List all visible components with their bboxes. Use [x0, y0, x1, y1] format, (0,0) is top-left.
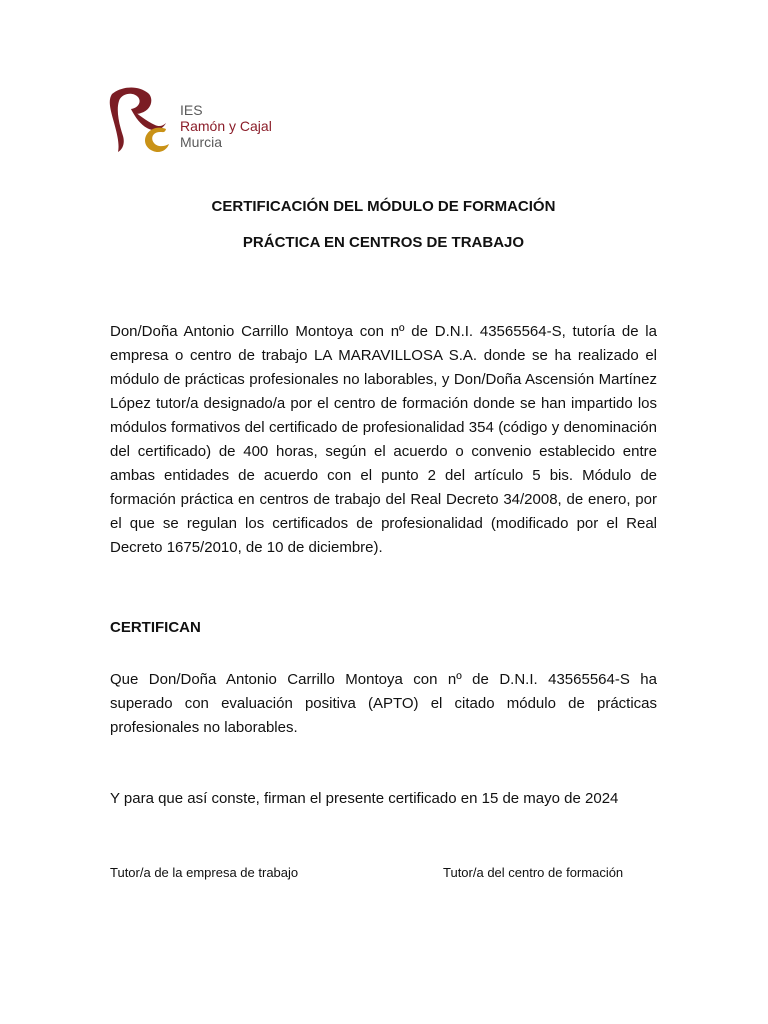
certifican-paragraph: Que Don/Doña Antonio Carrillo Montoya con nº de D.N.I. 43565564-S ha superado con evaluación positiva (APTO) el citado módulo de prácticas profesionales no laborables. [110, 671, 657, 736]
school-logo-mark [108, 86, 170, 154]
school-logo [108, 86, 278, 154]
certifican-heading: CERTIFICAN [110, 619, 201, 636]
document-title-line-2: PRÁCTICA EN CENTROS DE TRABAJO [242, 234, 525, 251]
intro-paragraph: Don/Doña Antonio Carrillo Montoya con nº de D.N.I. 43565564-S, tutoría de la empresa o centro de trabajo LA MARAVILLOSA S.A. donde se ha realizado el módulo de prácticas profesionales no laborables, y Don/Doña Ascensión Martínez López tutor/a designado/a por el centro de formación donde se han impartido los módulos formativos del certificado de profesionalidad 354 (código y denominación del certificado) de 400 horas, según el acuerdo o convenio establecido entre ambas entidades de acuerdo con el punto 2 del artículo 5 bis. Módulo de formación práctica en centros de trabajo del Real Decreto 34/2008, de enero, por el que se regulan los certificados de profesionalidad (modificado por el Real Decreto 1675/2010, de 10 de diciembre). [110, 323, 657, 556]
document-title-block [110, 198, 657, 252]
signature-school-tutor: Tutor/a del centro de formación [443, 865, 624, 880]
signature-company-tutor: Tutor/a de la empresa de trabajo [110, 865, 299, 880]
logo-school-name: Ramón y Cajal [180, 118, 272, 134]
logo-city: Murcia [180, 134, 223, 150]
school-logo-text [180, 102, 272, 150]
document-title-line-1: CERTIFICACIÓN DEL MÓDULO DE FORMACIÓN [211, 198, 556, 215]
closing-paragraph: Y para que así conste, firman el presente certificado en 15 de mayo de 2024 [110, 790, 619, 807]
logo-ies-label: IES [180, 102, 203, 118]
